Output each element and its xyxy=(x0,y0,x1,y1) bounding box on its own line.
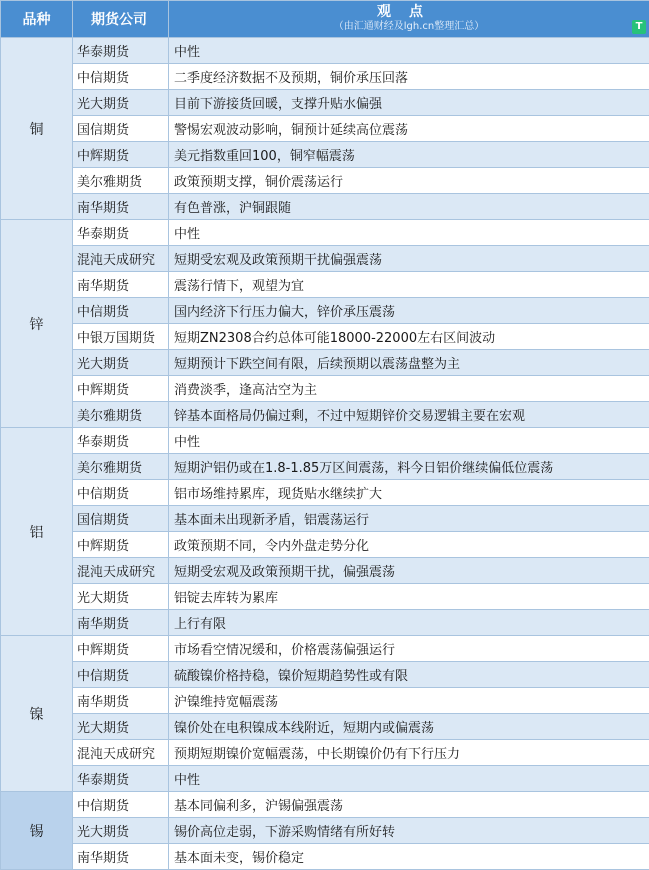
view-cell: 镍价处在电积镍成本线附近，短期内或偏震荡 xyxy=(169,714,649,740)
view-cell: 基本面未出现新矛盾，铝震荡运行 xyxy=(169,506,649,532)
company-cell: 南华期货 xyxy=(73,610,169,636)
view-cell: 国内经济下行压力偏大，锌价承压震荡 xyxy=(169,298,649,324)
header-view-title: 观点 xyxy=(377,4,441,20)
company-cell: 国信期货 xyxy=(73,116,169,142)
view-cell: 短期沪铝仍或在1.8-1.85万区间震荡，料今日铝价继续偏低位震荡 xyxy=(169,454,649,480)
company-cell: 中辉期货 xyxy=(73,142,169,168)
table-row xyxy=(1,740,649,766)
company-cell: 光大期货 xyxy=(73,818,169,844)
company-cell: 美尔雅期货 xyxy=(73,454,169,480)
view-cell: 有色普涨，沪铜跟随 xyxy=(169,194,649,220)
table-row xyxy=(1,168,649,194)
table-row xyxy=(1,844,649,870)
company-cell: 中信期货 xyxy=(73,662,169,688)
company-cell: 混沌天成研究 xyxy=(73,740,169,766)
table-row xyxy=(1,714,649,740)
view-cell: 短期预计下跌空间有限，后续预期以震荡盘整为主 xyxy=(169,350,649,376)
table-row xyxy=(1,532,649,558)
view-cell: 锡价高位走弱，下游采购情绪有所好转 xyxy=(169,818,649,844)
table-row xyxy=(1,480,649,506)
view-cell: 铝市场维持累库，现货贴水继续扩大 xyxy=(169,480,649,506)
view-cell: 基本面未变，锡价稳定 xyxy=(169,844,649,870)
company-cell: 混沌天成研究 xyxy=(73,246,169,272)
view-cell: 短期受宏观及政策预期干扰偏强震荡 xyxy=(169,246,649,272)
view-cell: 警惕宏观波动影响，铜预计延续高位震荡 xyxy=(169,116,649,142)
header-view-subtitle: （由汇通财经及lgh.cn整理汇总） xyxy=(333,21,485,32)
table-row xyxy=(1,766,649,792)
table-row xyxy=(1,610,649,636)
table-row xyxy=(1,428,649,454)
table-row xyxy=(1,584,649,610)
table-row xyxy=(1,792,649,818)
company-cell: 中辉期货 xyxy=(73,636,169,662)
company-cell: 美尔雅期货 xyxy=(73,402,169,428)
table-row xyxy=(1,246,649,272)
t-badge-icon[interactable]: T xyxy=(632,20,646,34)
view-cell: 中性 xyxy=(169,220,649,246)
company-cell: 光大期货 xyxy=(73,350,169,376)
table-row xyxy=(1,272,649,298)
view-cell: 铝锭去库转为累库 xyxy=(169,584,649,610)
table-header xyxy=(1,1,649,38)
view-cell: 锌基本面格局仍偏过剩，不过中短期锌价交易逻辑主要在宏观 xyxy=(169,402,649,428)
company-cell: 中辉期货 xyxy=(73,376,169,402)
company-cell: 华泰期货 xyxy=(73,220,169,246)
company-cell: 中辉期货 xyxy=(73,532,169,558)
company-cell: 光大期货 xyxy=(73,714,169,740)
company-cell: 中信期货 xyxy=(73,298,169,324)
company-cell: 国信期货 xyxy=(73,506,169,532)
table-row xyxy=(1,636,649,662)
category-cell: 铝 xyxy=(1,428,73,636)
company-cell: 光大期货 xyxy=(73,90,169,116)
table-row xyxy=(1,298,649,324)
table-row xyxy=(1,142,649,168)
table-row xyxy=(1,220,649,246)
company-cell: 南华期货 xyxy=(73,272,169,298)
view-cell: 短期受宏观及政策预期干扰，偏强震荡 xyxy=(169,558,649,584)
category-cell: 锡 xyxy=(1,792,73,870)
table-body xyxy=(1,38,649,870)
category-cell: 铜 xyxy=(1,38,73,220)
table-row xyxy=(1,662,649,688)
view-cell: 短期ZN2308合约总体可能18000-22000左右区间波动 xyxy=(169,324,649,350)
table-row xyxy=(1,376,649,402)
category-cell: 锌 xyxy=(1,220,73,428)
table-row xyxy=(1,38,649,64)
view-cell: 上行有限 xyxy=(169,610,649,636)
view-cell: 美元指数重回100，铜窄幅震荡 xyxy=(169,142,649,168)
table-row xyxy=(1,454,649,480)
table-row xyxy=(1,64,649,90)
header-company: 期货公司 xyxy=(73,1,169,38)
company-cell: 美尔雅期货 xyxy=(73,168,169,194)
table-row xyxy=(1,116,649,142)
table-row xyxy=(1,194,649,220)
company-cell: 华泰期货 xyxy=(73,38,169,64)
company-cell: 南华期货 xyxy=(73,844,169,870)
company-cell: 中信期货 xyxy=(73,792,169,818)
view-cell: 预期短期镍价宽幅震荡，中长期镍价仍有下行压力 xyxy=(169,740,649,766)
view-cell: 政策预期支撑，铜价震荡运行 xyxy=(169,168,649,194)
view-cell: 中性 xyxy=(169,766,649,792)
company-cell: 华泰期货 xyxy=(73,766,169,792)
company-cell: 混沌天成研究 xyxy=(73,558,169,584)
view-cell: 市场看空情况缓和，价格震荡偏强运行 xyxy=(169,636,649,662)
view-cell: 沪镍维持宽幅震荡 xyxy=(169,688,649,714)
header-view xyxy=(169,1,649,38)
view-cell: 基本同偏利多，沪锡偏强震荡 xyxy=(169,792,649,818)
header-category: 品种 xyxy=(1,1,73,38)
company-cell: 南华期货 xyxy=(73,688,169,714)
table-row xyxy=(1,90,649,116)
view-cell: 震荡行情下，观望为宜 xyxy=(169,272,649,298)
table-row xyxy=(1,506,649,532)
view-cell: 二季度经济数据不及预期，铜价承压回落 xyxy=(169,64,649,90)
view-cell: 硫酸镍价格持稳，镍价短期趋势性或有限 xyxy=(169,662,649,688)
company-cell: 光大期货 xyxy=(73,584,169,610)
table-row xyxy=(1,350,649,376)
table-row xyxy=(1,558,649,584)
view-cell: 政策预期不同，令内外盘走势分化 xyxy=(169,532,649,558)
category-cell: 镍 xyxy=(1,636,73,792)
company-cell: 中信期货 xyxy=(73,480,169,506)
table-row xyxy=(1,324,649,350)
view-cell: 目前下游接货回暖，支撑升贴水偏强 xyxy=(169,90,649,116)
view-cell: 中性 xyxy=(169,428,649,454)
company-cell: 中银万国期货 xyxy=(73,324,169,350)
table-row xyxy=(1,818,649,844)
company-cell: 南华期货 xyxy=(73,194,169,220)
company-cell: 中信期货 xyxy=(73,64,169,90)
view-cell: 消费淡季，逢高沽空为主 xyxy=(169,376,649,402)
table-row xyxy=(1,688,649,714)
table-row xyxy=(1,402,649,428)
company-cell: 华泰期货 xyxy=(73,428,169,454)
view-cell: 中性 xyxy=(169,38,649,64)
